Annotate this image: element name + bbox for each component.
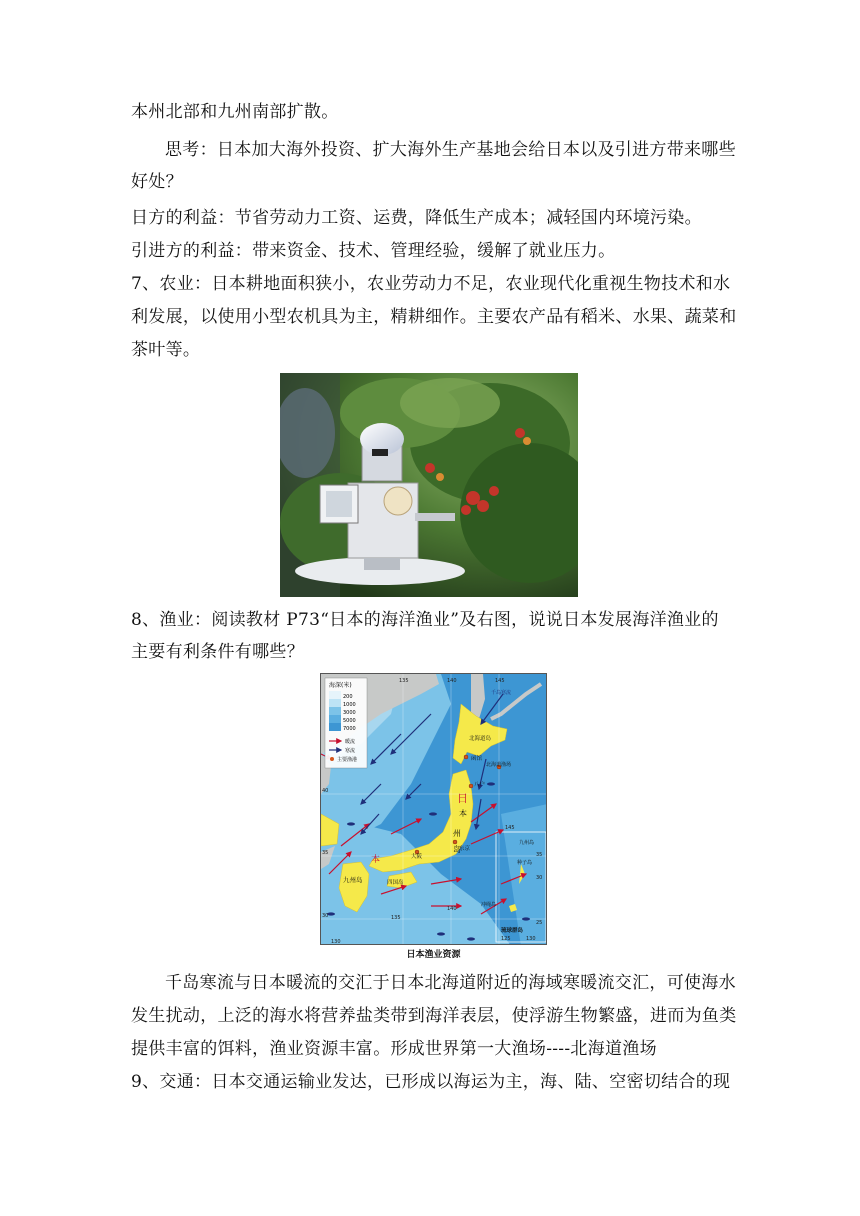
place-label: 北海道岛 bbox=[469, 736, 492, 742]
lon-label: 145 bbox=[505, 825, 515, 831]
lon-label: 125 bbox=[501, 936, 511, 942]
place-label: 本 bbox=[371, 855, 381, 865]
text-line: 好处？ bbox=[131, 172, 183, 192]
text-line: 提供丰富的饵料，渔业资源丰富。形成世界第一大渔场----北海道渔场 bbox=[131, 1039, 657, 1059]
place-label: 本 bbox=[459, 809, 467, 818]
depth-label: 5000 bbox=[343, 718, 356, 724]
lon-label: 145 bbox=[495, 678, 505, 684]
place-label: 九州岛 bbox=[343, 876, 363, 884]
lat-label: 30 bbox=[322, 913, 329, 919]
place-label: 东京 bbox=[459, 846, 471, 852]
depth-label: 1000 bbox=[343, 702, 356, 708]
text-line: 主要有利条件有哪些？ bbox=[131, 642, 304, 662]
place-label: 岛 bbox=[453, 845, 461, 854]
lon-label: 130 bbox=[331, 939, 341, 945]
place-label: 州 bbox=[453, 829, 461, 838]
place-label: 琉球群岛 bbox=[501, 928, 524, 934]
text-line: 茶叶等。 bbox=[131, 340, 201, 360]
depth-label: 7000 bbox=[343, 726, 356, 732]
depth-label: 3000 bbox=[343, 710, 356, 716]
lon-label: 140 bbox=[447, 906, 457, 912]
text-line: 9、交通：日本交通运输业发达，已形成以海运为主，海、陆、空密切结合的现 bbox=[131, 1072, 731, 1092]
lat-label: 30 bbox=[536, 875, 543, 881]
lon-label: 130 bbox=[526, 936, 536, 942]
map-caption: 日本渔业资源 bbox=[406, 950, 461, 960]
lat-label: 25 bbox=[536, 920, 543, 926]
text-line: 引进方的利益：带来资金、技术、管理经验，缓解了就业压力。 bbox=[131, 241, 616, 261]
legend-cold-label: 寒流 bbox=[345, 748, 356, 754]
japan-fishery-map bbox=[320, 673, 547, 961]
place-label: 冲绳岛 bbox=[481, 902, 497, 908]
text-line: 利发展，以使用小型农机具为主，精耕细作。主要农产品有稻米、水果、蔬菜和 bbox=[131, 307, 737, 327]
lat-label: 40 bbox=[322, 788, 329, 794]
lon-label: 135 bbox=[399, 678, 409, 684]
lon-label: 135 bbox=[391, 915, 401, 921]
place-label: 函馆 bbox=[471, 756, 483, 762]
text-line: 8、渔业：阅读教材 P73“日本的海洋渔业”及右图，说说日本发展海洋渔业的 bbox=[131, 610, 719, 630]
text-line: 发生扰动，上泛的海水将营养盐类带到海洋表层，使浮游生物繁盛，进而为鱼类 bbox=[131, 1006, 737, 1026]
place-label: 大阪 bbox=[411, 854, 423, 860]
legend-title: 海深(米) bbox=[329, 682, 352, 689]
legend-warm-label: 暖流 bbox=[345, 739, 356, 745]
place-label: 千岛寒流 bbox=[491, 690, 512, 696]
depth-label: 200 bbox=[343, 694, 353, 700]
place-label: 北海道渔场 bbox=[486, 762, 512, 768]
place-label: 四国岛 bbox=[387, 880, 404, 886]
legend-port-label: 主要渔港 bbox=[337, 757, 358, 763]
place-label: 九州岛 bbox=[519, 840, 535, 846]
text-line: 7、农业：日本耕地面积狭小，农业劳动力不足，农业现代化重视生物技术和水 bbox=[131, 274, 731, 294]
lat-label: 35 bbox=[536, 852, 543, 858]
text-line: 思考：日本加大海外投资、扩大海外生产基地会给日本以及引进方带来哪些 bbox=[165, 140, 736, 160]
place-label: 八户 bbox=[474, 782, 486, 788]
agriculture-robot-photo bbox=[280, 373, 578, 597]
text-line: 千岛寒流与日本暖流的交汇于日本北海道附近的海域寒暖流交汇，可使海水 bbox=[165, 973, 736, 993]
text-line: 本州北部和九州南部扩散。 bbox=[131, 102, 339, 122]
lon-label: 140 bbox=[447, 678, 457, 684]
lat-label: 35 bbox=[322, 850, 329, 856]
place-label: 种子岛 bbox=[517, 860, 533, 866]
text-line: 日方的利益：节省劳动力工资、运费，降低生产成本；减轻国内环境污染。 bbox=[131, 208, 702, 228]
place-label: 日 bbox=[457, 792, 468, 805]
